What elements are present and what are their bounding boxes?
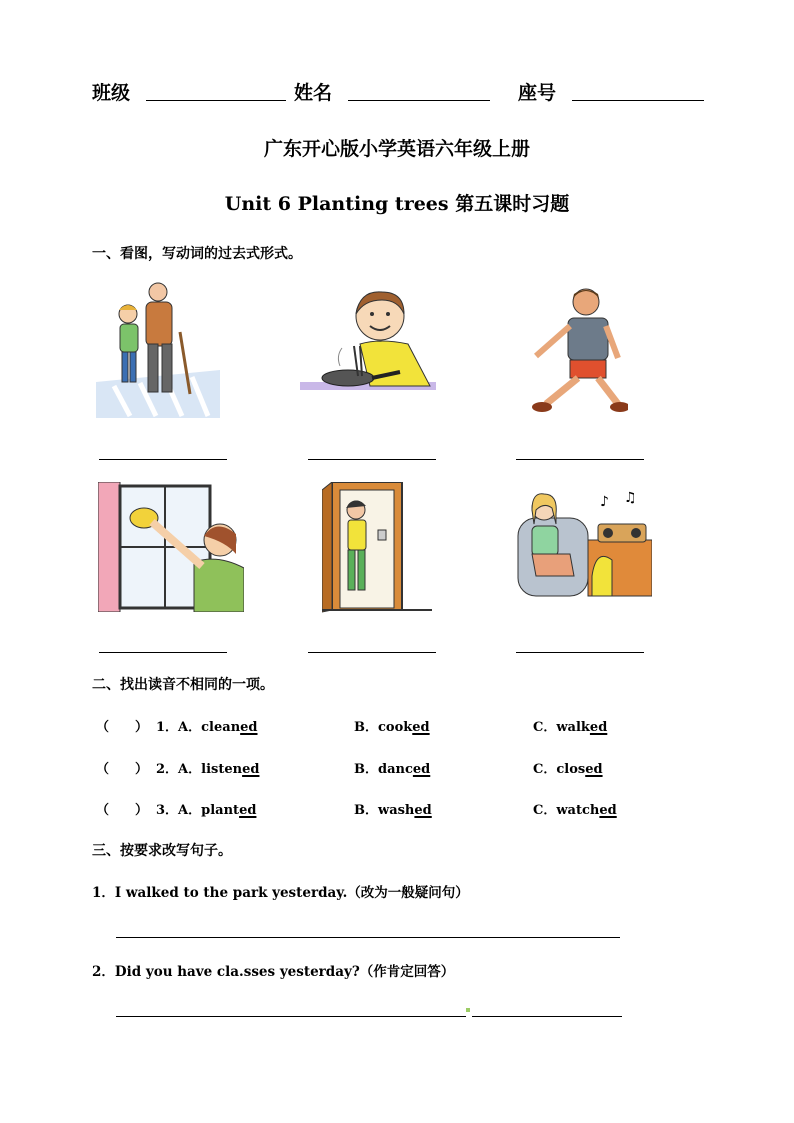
answer-blank-3[interactable] [516,459,644,460]
rewrite-answer-2b[interactable] [472,1016,622,1017]
name-label: 姓名 [294,82,333,104]
page-subtitle: Unit 6 Planting trees 第五课时习题 [224,193,570,215]
seat-blank[interactable] [572,100,704,101]
section3-heading: 三、按要求改写句子。 [92,843,232,859]
q2-paren[interactable]: （ ） [96,762,149,777]
answer-blank-6[interactable] [516,652,644,653]
q2-option-a: 2．A．listened [156,762,260,777]
class-blank[interactable] [146,100,286,101]
answer-blank-5[interactable] [308,652,436,653]
rewrite-answer-1[interactable] [116,937,620,938]
page-title: 广东开心版小学英语六年级上册 [263,138,530,160]
picture-clean-window [98,482,244,612]
q1-option-a: 1．A．cleaned [156,720,258,735]
picture-walk [528,286,628,414]
q2-option-b: B．danced [354,762,431,777]
section2-heading: 二、找出读音不相同的一项。 [92,677,274,693]
picture-help-old-man [96,282,220,418]
q1-option-c: C．walked [533,720,608,735]
picture-cook [300,286,436,396]
q3-option-c: C．watched [533,803,617,818]
picture-open-door [322,482,432,614]
name-blank[interactable] [348,100,490,101]
separator-dot [466,1008,470,1012]
q1-option-b: B．cooked [354,720,430,735]
class-label: 班级 [92,82,131,104]
answer-blank-1[interactable] [99,459,227,460]
q3-paren[interactable]: （ ） [96,803,149,818]
picture-listen-to-music [512,488,652,600]
section1-heading: 一、看图，写动词的过去式形式。 [92,246,302,262]
answer-blank-2[interactable] [308,459,436,460]
rewrite-item-2: 2．Did you have cla.sses yesterday?（作肯定回答） [92,964,455,980]
q3-option-b: B．washed [354,803,432,818]
q1-paren[interactable]: （ ） [96,720,149,735]
rewrite-answer-2a[interactable] [116,1016,466,1017]
rewrite-item-1: 1．I walked to the park yesterday.（改为一般疑问句） [92,885,469,901]
q2-option-c: C．closed [533,762,603,777]
svg-text:♫: ♫ [624,490,637,506]
q3-option-a: 3．A．planted [156,803,257,818]
answer-blank-4[interactable] [99,652,227,653]
svg-text:♪: ♪ [600,494,609,510]
seat-label: 座号 [518,82,557,104]
